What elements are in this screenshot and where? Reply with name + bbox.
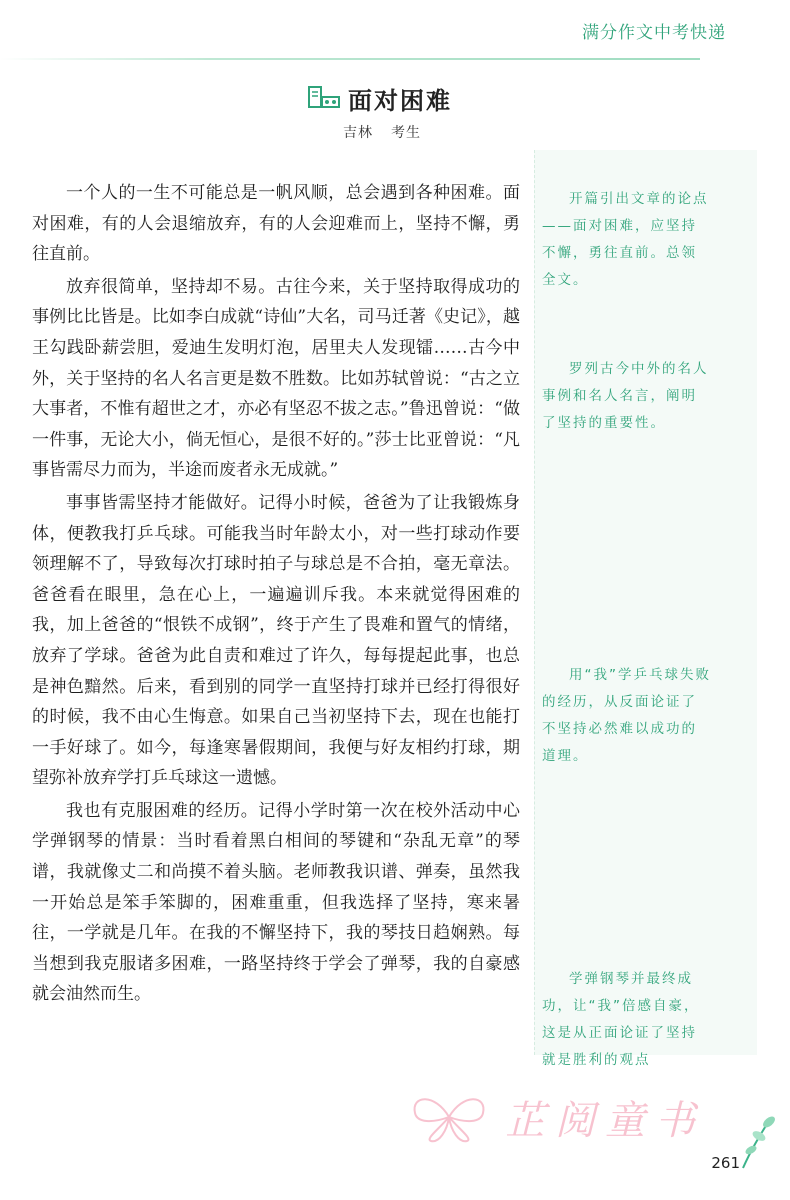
author-line (0, 122, 790, 142)
annotation-examples: 罗列古今中外的名人事例和名人名言，阐明了坚持的重要性。 (542, 361, 709, 431)
page-number: 261 (711, 1154, 740, 1172)
author-role: 考生 (391, 125, 421, 141)
annotation-piano: 学弹钢琴并最终成功，让“我”倍感自豪，这是从正面论证了坚持就是胜利的观点 (542, 971, 700, 1068)
essay-body (32, 178, 520, 1010)
book-icon (308, 85, 340, 111)
leaf-sprig-icon (735, 1110, 783, 1170)
paragraph: 放弃很简单，坚持却不易。古往今来，关于坚持取得成功的事例比比皆是。比如李白成就“诗仙”大名，司马迁著《史记》，越王勾践卧薪尝胆，爱迪生发明灯泡，居里夫人发现镭……古今中外，关于坚持的名人名言更是数不胜数。比如苏轼曾说：“古之立大事者，不惟有超世之才，亦必有坚忍不拔之志。”鲁迅曾说：“做一件事，无论大小，倘无恒心，是很不好的。”莎士比亚曾说：“凡事皆需尽力而为，半途而废者永无成就。” (32, 276, 520, 481)
annotation-intro: 开篇引出文章的论点——面对困难，应坚持不懈，勇往直前。总领全文。 (542, 191, 709, 288)
publisher-watermark (405, 1082, 745, 1152)
butterfly-icon (405, 1089, 493, 1145)
paragraph: 一个人的一生不可能总是一帆风顺，总会遇到各种困难。面对困难，有的人会退缩放弃，有的人会迎难而上，坚持不懈，勇往直前。 (32, 183, 520, 265)
annotation-pingpong: 用“我”学乒乓球失败的经历，从反面论证了不坚持必然难以成功的道理。 (542, 667, 711, 764)
paragraph: 我也有克服困难的经历。记得小学时第一次在校外活动中心学弹钢琴的情景：当时看着黑白相间的琴键和“杂乱无章”的琴谱，我就像丈二和尚摸不着头脑。老师教我识谱、弹奏，虽然我一开始总是笨手笨脚的，困难重重，但我选择了坚持，寒来暑往，一学就是几年。在我的不懈坚持下，我的琴技日趋娴熟。每当想到我克服诸多困难，一路坚持终于学会了弹琴，我的自豪感就会油然而生。 (32, 800, 520, 1005)
series-label: 满分作文中考快递 (582, 23, 726, 43)
paragraph: 事事皆需坚持才能做好。记得小时候，爸爸为了让我锻炼身体，便教我打乒乓球。可能我当时年龄太小，对一些打球动作要领理解不了，导致每次打球时拍子与球总是不合拍，毫无章法。爸爸看在眼里，急在心上，一遍遍训斥我。本来就觉得困难的我，加上爸爸的“恨铁不成钢”，终于产生了畏难和置气的情绪，放弃了学球。爸爸为此自责和难过了许久，每每提起此事，也总是神色黯然。后来，看到别的同学一直坚持打球并已经打得很好的时候，我不由心生悔意。如果自己当初坚持下去，现在也能打一手好球了。如今，每逢寒暑假期间，我便与好友相约打球，期望弥补放弃学打乒乓球这一遗憾。 (32, 492, 520, 789)
article-title: 面对困难 (348, 86, 452, 115)
title-row (0, 78, 790, 118)
header-rule (0, 58, 700, 60)
watermark-text: 芷阅童书 (505, 1097, 705, 1144)
author-region: 吉林 (343, 125, 373, 141)
